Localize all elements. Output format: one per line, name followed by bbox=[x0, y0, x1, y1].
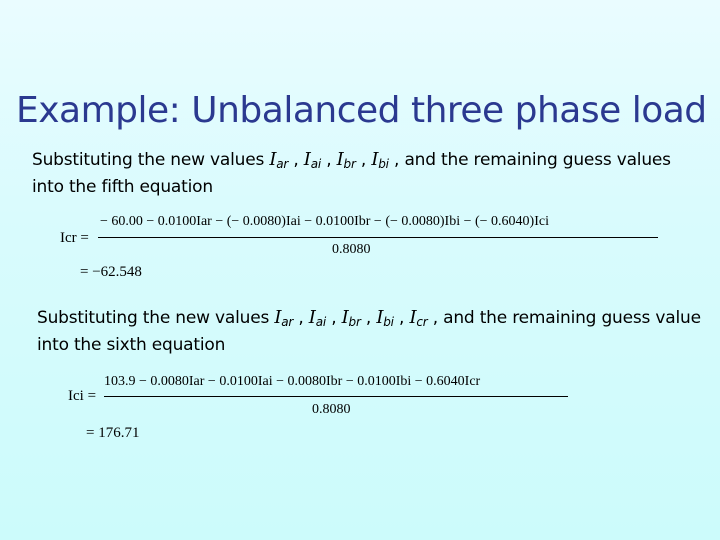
equation-result: = 176.71 bbox=[86, 425, 140, 441]
paragraph-intro: Substituting the new values bbox=[37, 308, 275, 328]
variable-iai: $I_{ai}$ bbox=[303, 149, 321, 171]
slide-title: Example: Unbalanced three phase load bbox=[16, 90, 707, 131]
paragraph-outro: and the remaining guess value into the sixth equation bbox=[37, 308, 701, 355]
variable-iai: $I_{ai}$ bbox=[308, 307, 326, 329]
variable-icr: $I_{cr}$ bbox=[409, 307, 428, 329]
equation-icr bbox=[60, 210, 660, 290]
equation-denominator: 0.8080 bbox=[312, 402, 351, 417]
equation-result: = −62.548 bbox=[80, 264, 142, 280]
equation-denominator: 0.8080 bbox=[332, 242, 371, 257]
equation-numerator: − 60.00 − 0.0100Iar − (− 0.0080)Iai − 0.0100Ibr − (− 0.0080)Ibi − (− 0.6040)Ici bbox=[100, 214, 549, 229]
equation-lhs: Ici = bbox=[68, 388, 97, 404]
variable-ibi: $I_{bi}$ bbox=[376, 307, 394, 329]
variable-ibr: $I_{br}$ bbox=[341, 307, 361, 329]
variable-iar: $I_{ar}$ bbox=[269, 149, 289, 171]
equation-numerator: 103.9 − 0.0080Iar − 0.0100Iai − 0.0080Ibr − 0.0100Ibi − 0.6040Icr bbox=[104, 374, 481, 389]
paragraph-sixth-equation: Substituting the new values $I_{ar}$ , $I_{ai}$ , $I_{br}$ , $I_{bi}$ , $I_{cr}$ , and the remaining guess value into the sixth equation bbox=[37, 307, 701, 355]
paragraph-fifth-equation: Substituting the new values $I_{ar}$ , $I_{ai}$ , $I_{br}$ , $I_{bi}$ , and the remaining guess values into the fifth equation bbox=[32, 149, 671, 197]
fraction-bar bbox=[104, 396, 568, 397]
variable-ibi: $I_{bi}$ bbox=[371, 149, 389, 171]
paragraph-intro: Substituting the new values bbox=[32, 150, 270, 170]
fraction-bar bbox=[98, 237, 658, 238]
variable-ibr: $I_{br}$ bbox=[336, 149, 356, 171]
equation-ici bbox=[60, 370, 660, 450]
variable-iar: $I_{ar}$ bbox=[274, 307, 294, 329]
paragraph-outro: and the remaining guess values into the fifth equation bbox=[32, 150, 671, 197]
equation-lhs: Icr = bbox=[60, 230, 89, 246]
